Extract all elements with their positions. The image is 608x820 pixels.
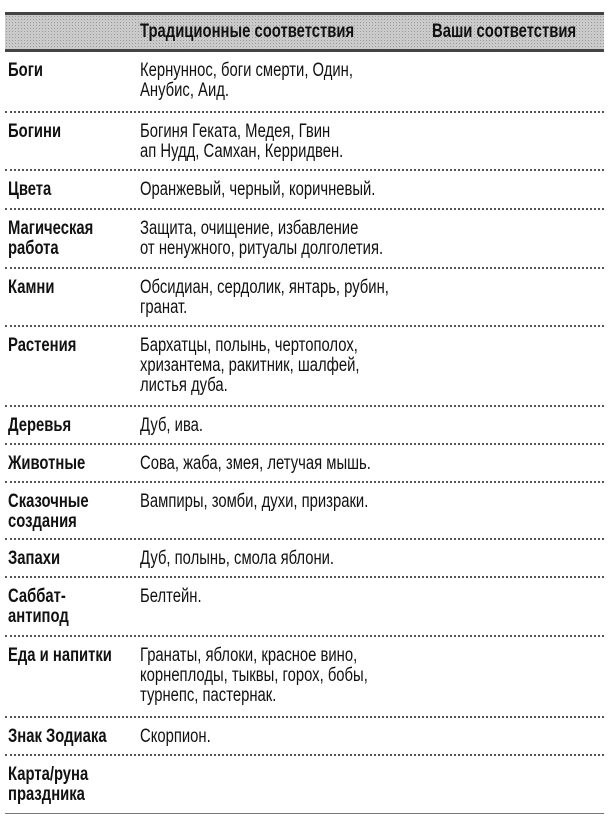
row-label-line: Деревья bbox=[8, 415, 72, 436]
row-yours bbox=[432, 492, 602, 512]
row-traditional-line: Кернуннос, боги смерти, Один, bbox=[140, 60, 353, 81]
table-row bbox=[5, 578, 604, 637]
row-label-line: Запахи bbox=[8, 548, 61, 569]
row-label bbox=[8, 61, 133, 81]
row-traditional-line: Оранжевый, черный, коричневый. bbox=[140, 179, 376, 200]
row-label-line: Сказочные bbox=[8, 491, 89, 512]
row-traditional-line: Богиня Геката, Медея, Гвин bbox=[140, 121, 331, 142]
row-label bbox=[8, 549, 133, 569]
row-label bbox=[8, 336, 133, 356]
row-traditional bbox=[140, 646, 430, 706]
row-traditional bbox=[140, 180, 430, 200]
table-row bbox=[5, 445, 604, 483]
header-traditional bbox=[140, 15, 415, 49]
row-traditional-line: листья дуба. bbox=[140, 375, 228, 396]
row-traditional bbox=[140, 278, 430, 318]
row-label-line: Камни bbox=[8, 277, 55, 298]
table-row bbox=[5, 540, 604, 578]
row-traditional-line: Белтейн. bbox=[140, 586, 202, 607]
table-row bbox=[5, 171, 604, 210]
header-yours bbox=[432, 15, 608, 49]
row-yours bbox=[432, 122, 602, 142]
row-label-line: антипод bbox=[8, 606, 69, 627]
row-traditional bbox=[140, 61, 430, 101]
row-traditional-line: Обсидиан, сердолик, янтарь, рубин, bbox=[140, 277, 389, 298]
row-yours bbox=[432, 336, 602, 356]
row-label bbox=[8, 765, 133, 805]
row-traditional-line: от ненужного, ритуалы долголетия. bbox=[140, 238, 384, 259]
row-traditional bbox=[140, 727, 430, 747]
row-label-line: Боги bbox=[8, 60, 43, 81]
row-yours bbox=[432, 646, 602, 666]
row-label bbox=[8, 278, 133, 298]
table-row bbox=[5, 113, 604, 171]
row-label-line: Животные bbox=[8, 453, 86, 474]
row-label-line: Саббат- bbox=[8, 586, 66, 607]
row-label bbox=[8, 727, 133, 747]
row-label-line: работа bbox=[8, 238, 59, 259]
correspondences-table bbox=[5, 12, 604, 814]
row-yours bbox=[432, 549, 602, 569]
table-row bbox=[5, 407, 604, 445]
row-label bbox=[8, 219, 133, 259]
row-label-line: Еда и напитки bbox=[8, 645, 112, 666]
row-yours bbox=[432, 61, 602, 81]
row-yours bbox=[432, 278, 602, 298]
row-yours bbox=[432, 180, 602, 200]
row-traditional-line: Защита, очищение, избавление bbox=[140, 218, 359, 239]
table-row bbox=[5, 756, 604, 814]
row-traditional bbox=[140, 492, 430, 512]
table-row bbox=[5, 210, 604, 269]
row-label-line: Знак Зодиака bbox=[8, 726, 107, 747]
row-traditional bbox=[140, 549, 430, 569]
table-row bbox=[5, 52, 604, 113]
row-traditional bbox=[140, 219, 430, 259]
row-label bbox=[8, 492, 133, 532]
row-label-line: праздника bbox=[8, 784, 85, 805]
table-header bbox=[5, 12, 604, 52]
row-traditional-line: Анубис, Аид. bbox=[140, 80, 229, 101]
row-traditional-line: Сова, жаба, змея, летучая мышь. bbox=[140, 453, 371, 474]
row-traditional bbox=[140, 336, 430, 396]
row-yours bbox=[432, 454, 602, 474]
row-yours bbox=[432, 765, 602, 785]
header-yours-label: Ваши соответствия bbox=[432, 21, 577, 42]
row-traditional-line: Дуб, полынь, смола яблони. bbox=[140, 548, 335, 569]
row-label-line: создания bbox=[8, 511, 77, 532]
table-body bbox=[5, 52, 604, 814]
row-label-line: Богини bbox=[8, 121, 62, 142]
row-yours bbox=[432, 416, 602, 436]
row-traditional-line: хризантема, ракитник, шалфей, bbox=[140, 355, 360, 376]
row-traditional-line: Гранаты, яблоки, красное вино, bbox=[140, 645, 358, 666]
row-label-line: Карта/руна bbox=[8, 764, 89, 785]
row-label-line: Цвета bbox=[8, 179, 52, 200]
row-label bbox=[8, 454, 133, 474]
row-traditional-line: ап Нудд, Самхан, Керридвен. bbox=[140, 141, 344, 162]
row-label bbox=[8, 416, 133, 436]
row-label-line: Магическая bbox=[8, 218, 94, 239]
row-label bbox=[8, 122, 133, 142]
row-traditional-line: Дуб, ива. bbox=[140, 415, 204, 436]
row-label-line: Растения bbox=[8, 335, 77, 356]
row-label bbox=[8, 646, 133, 666]
row-yours bbox=[432, 219, 602, 239]
row-traditional-line: гранат. bbox=[140, 297, 188, 318]
row-yours bbox=[432, 587, 602, 607]
table-row bbox=[5, 269, 604, 327]
row-yours bbox=[432, 727, 602, 747]
row-traditional bbox=[140, 587, 430, 607]
table-row bbox=[5, 327, 604, 407]
table-row bbox=[5, 637, 604, 718]
row-traditional bbox=[140, 454, 430, 474]
row-traditional bbox=[140, 122, 430, 162]
row-traditional-line: Скорпион. bbox=[140, 726, 211, 747]
row-label bbox=[8, 587, 133, 627]
header-traditional-label: Традиционные соответствия bbox=[140, 21, 355, 42]
row-traditional-line: корнеплоды, тыквы, горох, бобы, bbox=[140, 665, 368, 686]
row-traditional bbox=[140, 416, 430, 436]
row-label bbox=[8, 180, 133, 200]
row-traditional-line: Бархатцы, полынь, чертополох, bbox=[140, 335, 358, 356]
row-traditional-line: Вампиры, зомби, духи, призраки. bbox=[140, 491, 369, 512]
table-row bbox=[5, 483, 604, 540]
row-traditional-line: турнепс, пастернак. bbox=[140, 685, 277, 706]
table-row bbox=[5, 718, 604, 756]
